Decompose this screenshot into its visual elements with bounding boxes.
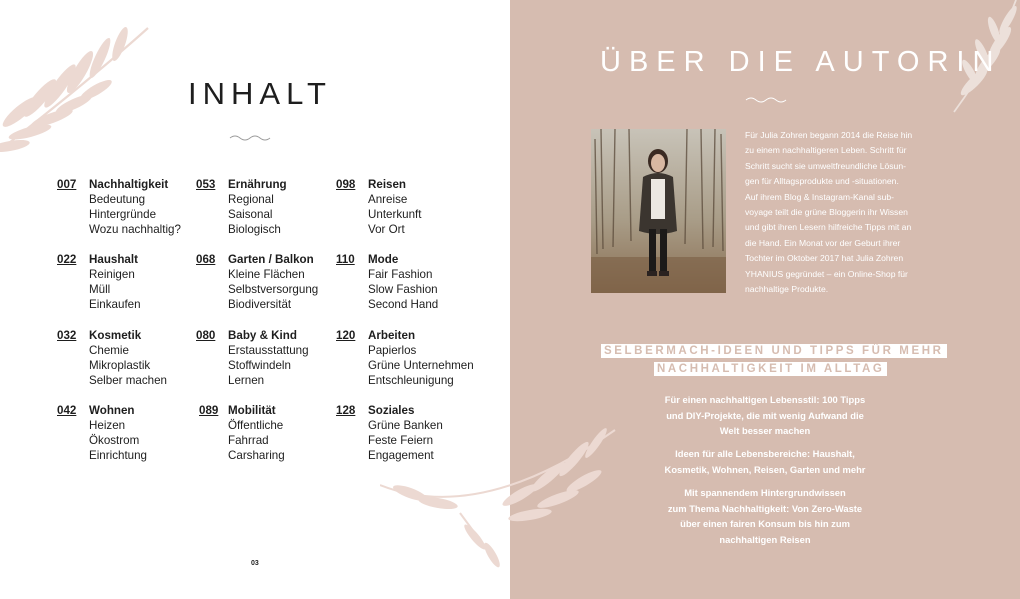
- toc-subitem: Regional: [228, 193, 274, 207]
- toc-subitem: Erstausstattung: [228, 344, 309, 358]
- toc-subitem: Stoffwindeln: [228, 359, 291, 373]
- toc-subitem: Feste Feiern: [368, 434, 434, 448]
- toc-page-number: 120: [336, 329, 356, 342]
- toc-subitem: Second Hand: [368, 298, 439, 312]
- toc-subitem: Biodiversität: [228, 298, 292, 312]
- bullet-line: Ideen für alle Lebensbereiche: Haushalt,: [675, 448, 855, 459]
- toc-subitem: Engagement: [368, 449, 434, 463]
- author-bio: [745, 128, 937, 297]
- toc-subitem: Wozu nachhaltig?: [89, 223, 181, 237]
- bullet-line: Mit spannendem Hintergrundwissen: [684, 487, 846, 498]
- toc-subitem: Vor Ort: [368, 223, 405, 237]
- highlight-heading: NACHHALTIGKEIT IM ALLTAG: [654, 362, 887, 376]
- toc-heading: Ernährung: [228, 178, 287, 191]
- toc-page-number: 080: [196, 329, 216, 342]
- toc-subitem: Papierlos: [368, 344, 417, 358]
- toc-heading: Baby & Kind: [228, 329, 297, 342]
- page-number: 03: [251, 560, 259, 567]
- toc-heading: Reisen: [368, 178, 407, 191]
- toc-subitem: Entschleunigung: [368, 374, 454, 388]
- toc-subitem: Grüne Unternehmen: [368, 359, 474, 373]
- toc-heading: Nachhaltigkeit: [89, 178, 169, 191]
- toc-subitem: Einrichtung: [89, 449, 148, 463]
- toc-subitem: Kleine Flächen: [228, 268, 305, 282]
- toc-subitem: Selbstversorgung: [228, 283, 319, 297]
- toc-subitem: Müll: [89, 283, 111, 297]
- toc-page-number: 053: [196, 178, 216, 191]
- toc-subitem: Mikroplastik: [89, 359, 151, 373]
- toc-subitem: Unterkunft: [368, 208, 422, 222]
- bullet-line: Kosmetik, Wohnen, Reisen, Garten und mehr: [664, 463, 866, 475]
- toc-heading: Mobilität: [228, 404, 276, 417]
- toc-page-number: 068: [196, 253, 216, 266]
- toc-subitem: Hintergründe: [89, 208, 157, 222]
- wave-divider: [229, 134, 271, 142]
- bio-line: nachhaltige Produkte.: [745, 284, 829, 295]
- wave-divider: [745, 96, 787, 104]
- toc-heading: Mode: [368, 253, 399, 266]
- bio-line: die Hand. Ein Monat vor der Geburt ihrer: [745, 237, 901, 248]
- toc-heading: Arbeiten: [368, 329, 416, 342]
- toc-page-number: 042: [57, 404, 77, 417]
- toc-subitem: Reinigen: [89, 268, 135, 282]
- bullet-line: und DIY-Projekte, die mit wenig Aufwand die: [666, 409, 864, 421]
- toc-heading: Soziales: [368, 404, 415, 417]
- bio-line: Tochter im Oktober 2017 hat Julia Zohren: [745, 253, 904, 264]
- bullet-line: über einen fairen Konsum bis hin zum: [680, 518, 850, 530]
- bio-line: Für Julia Zohren begann 2014 die Reise hin: [745, 130, 913, 140]
- toc-subitem: Grüne Banken: [368, 419, 443, 433]
- toc-subitem: Slow Fashion: [368, 283, 438, 297]
- toc-subitem: Chemie: [89, 344, 129, 358]
- highlight-heading: SELBERMACH-IDEEN UND TIPPS FÜR MEHR: [601, 344, 947, 358]
- leaf-branch-bottom-center: [380, 425, 620, 575]
- leaf-branch-top-left: [0, 20, 160, 160]
- toc-page-number: 022: [57, 253, 77, 266]
- toc-heading: Garten / Balkon: [228, 253, 314, 266]
- toc-page-number: 128: [336, 404, 356, 417]
- toc-subitem: Carsharing: [228, 449, 285, 463]
- toc-subitem: Ökostrom: [89, 434, 140, 448]
- feature-bullet: [660, 446, 870, 477]
- bullet-line: Welt besser machen: [719, 425, 811, 437]
- bio-line: gen für Alltagsprodukte und -situationen.: [745, 176, 899, 187]
- page-title: ÜBER DIE AUTORIN: [600, 46, 1002, 78]
- toc-subitem: Öffentliche: [228, 419, 284, 433]
- toc-subitem: Einkaufen: [89, 298, 141, 312]
- toc-page-number: 098: [336, 178, 356, 191]
- author-photo: [591, 129, 726, 293]
- toc-subitem: Selber machen: [89, 374, 167, 388]
- toc-page-number: 089: [199, 404, 219, 417]
- toc-subitem: Heizen: [89, 419, 126, 433]
- page-title: INHALT: [188, 76, 332, 111]
- bullet-line: nachhaltigen Reisen: [719, 533, 811, 545]
- toc-subitem: Lernen: [228, 374, 265, 388]
- toc-page-number: 032: [57, 329, 77, 342]
- toc-subitem: Saisonal: [228, 208, 273, 222]
- toc-page-number: 007: [57, 178, 77, 191]
- bullet-line: Für einen nachhaltigen Lebensstil: 100 Tipps: [664, 394, 866, 405]
- bio-line: zu einem nachhaltigeren Leben. Schritt für: [745, 145, 907, 156]
- bio-line: Schritt sucht sie umweltfreundliche Lösun-: [745, 160, 906, 171]
- toc-heading: Haushalt: [89, 253, 138, 266]
- bio-line: voyage teilt die grüne Bloggerin ihr Wissen: [745, 207, 908, 218]
- toc-heading: Kosmetik: [89, 329, 142, 342]
- toc-subitem: Anreise: [368, 193, 408, 207]
- bio-line: YHANIUS gegründet – ein Online-Shop für: [745, 268, 908, 279]
- bio-line: Auf ihrem Blog & Instagram-Kanal sub-: [745, 191, 895, 202]
- feature-bullet: [660, 485, 870, 547]
- bullet-line: zum Thema Nachhaltigkeit: Von Zero-Waste: [667, 502, 863, 514]
- toc-subitem: Biologisch: [228, 223, 281, 237]
- feature-bullet: [660, 392, 870, 439]
- bio-line: und gibt ihren Lesern hilfreiche Tipps mit an: [745, 222, 912, 233]
- toc-subitem: Fair Fashion: [368, 268, 433, 282]
- toc-page-number: 110: [336, 253, 355, 266]
- toc-subitem: Bedeutung: [89, 193, 146, 207]
- toc-subitem: Fahrrad: [228, 434, 269, 448]
- toc-heading: Wohnen: [89, 404, 135, 417]
